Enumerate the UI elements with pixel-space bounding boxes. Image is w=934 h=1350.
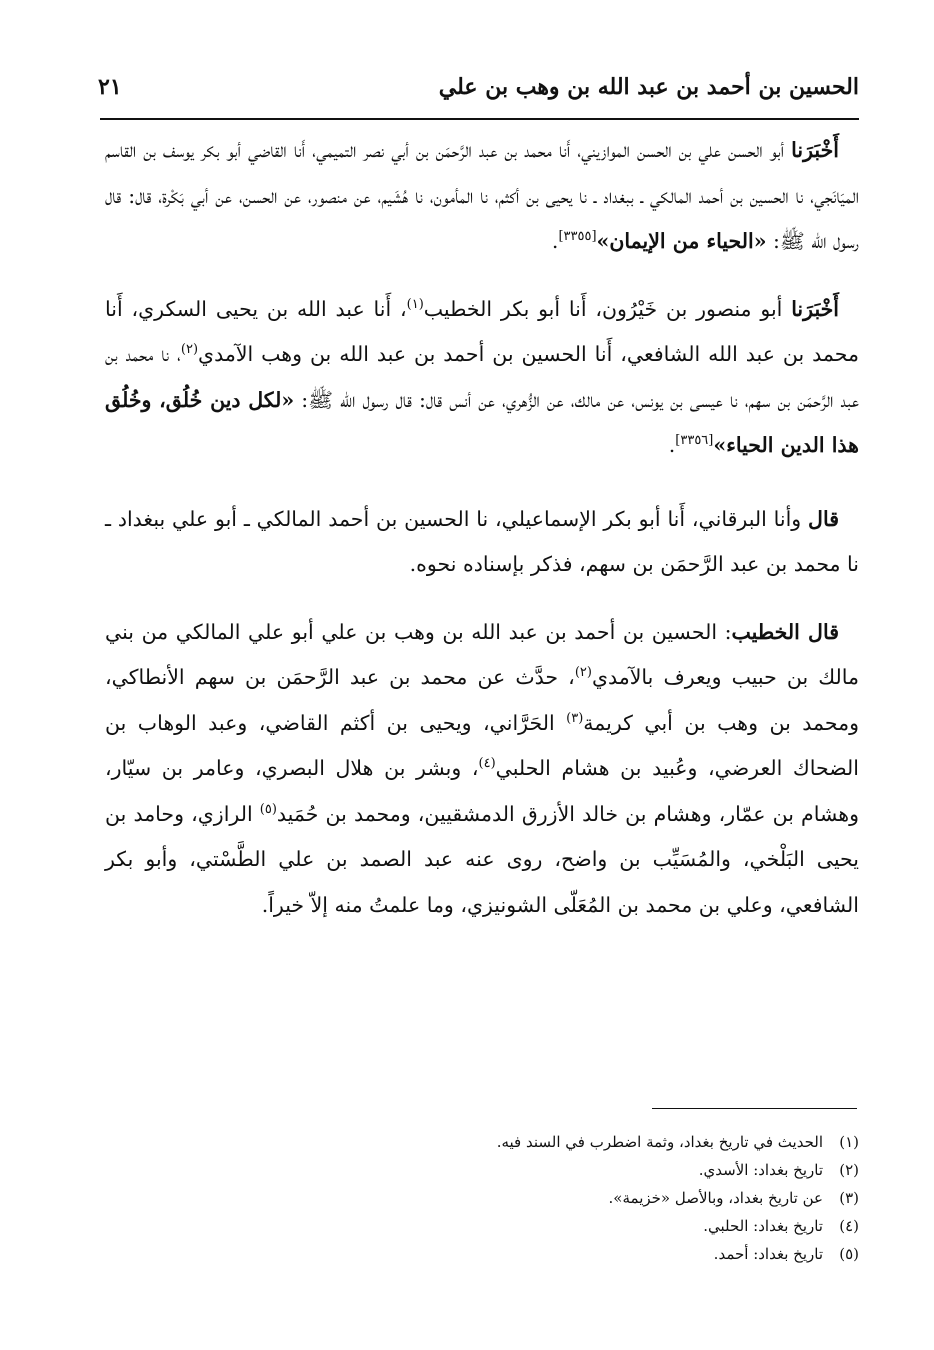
paragraph-lead: قال الخطيب: [731, 619, 839, 644]
running-title: الحسين بن أحمد بن عبد الله بن وهب بن علي: [438, 74, 859, 100]
paragraph-text: ، حدَّث عن محمد بن عبد الرَّحمَن بن سهم الأنطاكي، ومحمد بن وهب بن أبي كريمة: [105, 665, 860, 735]
paragraph-lead: قال: [808, 506, 839, 531]
footnote-ref: (٢): [180, 342, 199, 358]
footnote-number: (٣): [839, 1189, 859, 1207]
page-number: ٢١: [98, 74, 122, 100]
hadith-quote: «لكل دين خُلُق، وخُلُق هذا الدين الحياء»: [105, 387, 859, 457]
paragraph-lead: أَخْبَرَنا: [791, 296, 840, 321]
footnotes: [300, 1128, 859, 1268]
footnote-text: تاريخ بغداد: الأسدي.: [698, 1161, 823, 1179]
paragraph-text: ، أَنا عبد الله بن يحيى السكري، أَنا محمد بن عبد الله الشافعي، أَنا الحسين بن أحمد بن عبد الله بن وهب الآمدي: [105, 296, 859, 366]
paragraph-lead: أَخْبَرَنا: [791, 138, 839, 162]
paragraph-2: [105, 287, 859, 469]
footnote-ref: (٣): [566, 710, 584, 726]
paragraph-text: .: [551, 229, 559, 253]
footnote-item: [300, 1156, 859, 1184]
hadith-number: [٣٣٥٦]: [675, 433, 714, 449]
paragraph-1: [105, 128, 859, 265]
footnote-number: (١): [839, 1133, 859, 1151]
footnote-number: (٢): [839, 1161, 859, 1179]
footnote-ref: (٢): [574, 665, 592, 681]
paragraph-text: ، وبشر بن هلال البصري، وعامر بن سيّار، وهشام بن عمّار، وهشام بن خالد الأزرق الدمشقيين، ومحمد بن حُمَيد: [105, 756, 859, 826]
footnote-ref: (٤): [478, 756, 496, 772]
paragraph-text: ، نا محمد بن عبد الرَّحمَن بن سهم، نا عيسى بن يونس، عن مالك، عن الزُّهري، عن أنس قال: قال رسول الله ﷺ:: [105, 342, 859, 412]
paragraph-text: الحَرَّاني، ويحيى بن أكثم القاضي، وعبد الوهاب بن الضحاك العرضي، وعُبيد بن هشام الحلبي: [105, 710, 860, 780]
footnote-text: تاريخ بغداد: الحلبي.: [703, 1217, 823, 1235]
main-text: [105, 128, 859, 950]
running-header: [98, 72, 859, 112]
paragraph-4: [105, 610, 859, 929]
footnote-item: [300, 1212, 859, 1240]
paragraph-text: الرازي، وحامد بن يحيى البَلْخي، والمُسَيِّب بن واضح، روى عنه عبد الصمد بن علي الطَّسْتي، وأبو بكر الشافعي، وعلي بن محمد بن المُعَلّى الشونيزي، وما علمتُ منه إلاّ خيراً.: [105, 801, 859, 917]
footnote-ref: (٥): [259, 801, 277, 817]
footnote-text: تاريخ بغداد: أحمد.: [713, 1245, 823, 1263]
footnote-divider: [652, 1108, 857, 1109]
hadith-number: [٣٣٥٥]: [558, 229, 597, 245]
footnote-number: (٤): [839, 1217, 859, 1235]
footnote-number: (٥): [839, 1245, 859, 1263]
footnote-text: عن تاريخ بغداد، وبالأصل «خزيمة».: [608, 1189, 823, 1207]
paragraph-text: : الحسين بن أحمد بن عبد الله بن وهب بن علي أبو علي المالكي من بني مالك بن حبيب ويعرف بالآمدي: [105, 619, 859, 689]
paragraph-text: وأنا البرقاني، أَنا أبو بكر الإسماعيلي، نا الحسين بن أحمد المالكي ـ أبو علي ببغداد ـ نا محمد بن عبد الرَّحمَن بن سهم، فذكر بإسناده نحوه.: [105, 506, 859, 576]
hadith-quote: «الحياء من الإيمان»: [596, 229, 767, 253]
paragraph-text: أبو منصور بن خَيْرُون، أَنا أبو بكر الخطيب: [423, 296, 792, 321]
footnote-item: [300, 1240, 859, 1268]
footnote-item: [300, 1128, 859, 1156]
footnote-item: [300, 1184, 859, 1212]
footnote-text: الحديث في تاريخ بغداد، وثمة اضطرب في السند فيه.: [496, 1133, 823, 1151]
paragraph-text: أبو الحسن علي بن الحسن الموازيني، أَنا محمد بن عبد الرَّحمَن بن أبي نصر التميمي، أَنا القاضي أبو بكر يوسف بن القاسم الميَانَجي، نا الحسين بن أحمد المالكي ـ ببغداد ـ نا يحيى بن أكثم، نا المأمون، نا هُشَيم، عن منصور، عن الحسن، عن أبي بَكْرة، قال: قال رسول الله ﷺ:: [105, 138, 859, 253]
header-divider: [100, 118, 859, 120]
footnote-ref: (١): [406, 296, 424, 312]
paragraph-3: [105, 497, 859, 588]
paragraph-text: .: [668, 433, 676, 457]
